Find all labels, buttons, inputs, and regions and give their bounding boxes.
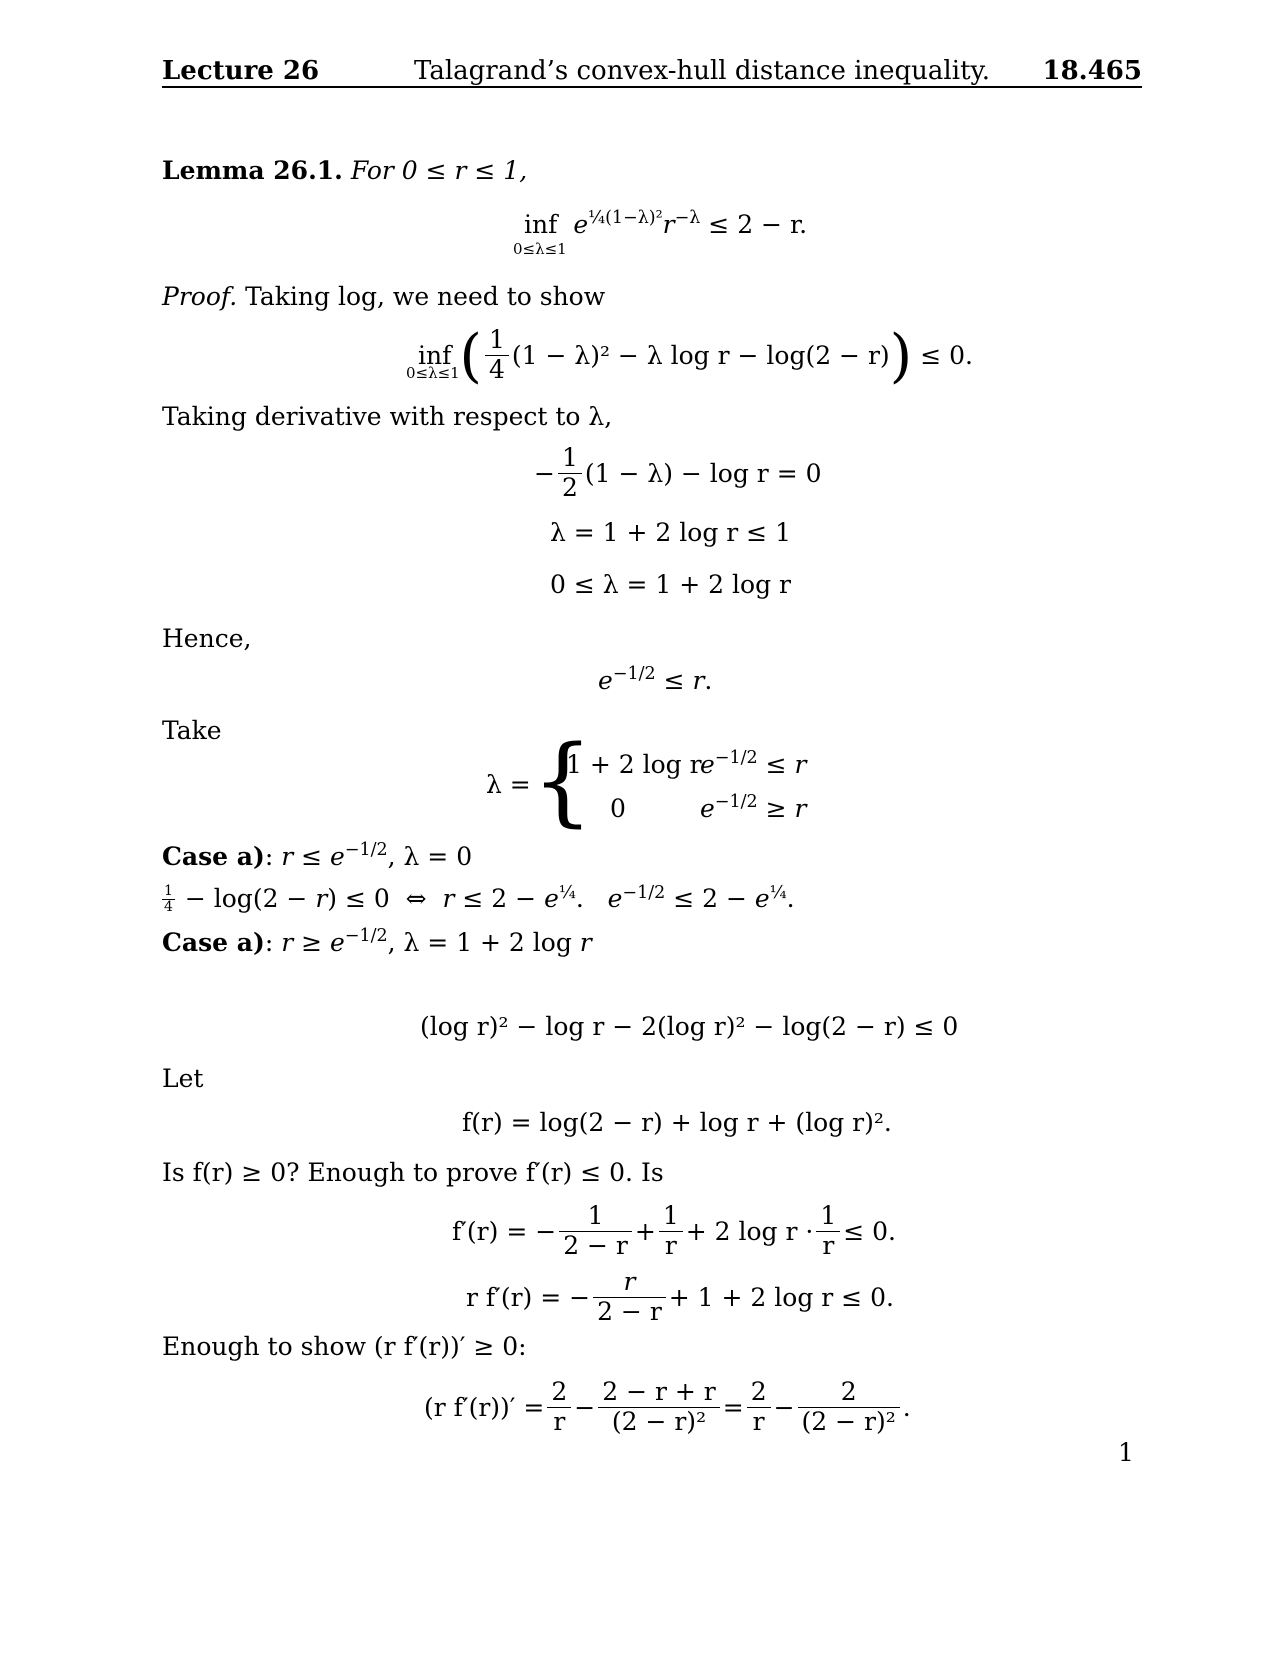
lemma-exponent: ¼(1−λ)² <box>588 208 663 229</box>
page-header <box>162 52 1142 88</box>
proof-label: Proof. <box>162 282 238 311</box>
case-b-equation: (log r)² − log r − 2(log r)² − log(2 − r) ≤ 0 <box>420 1012 959 1041</box>
lemma-text: For 0 ≤ r ≤ 1, <box>350 156 528 185</box>
case1-condition: $e^{-1/2} \le r$ <box>700 748 807 779</box>
proof-inf-subscript: 0≤λ≤1 <box>406 364 460 382</box>
quarter-fraction: $\frac{1}{4}$ <box>485 326 509 385</box>
proof-intro-text: Taking log, we need to show <box>245 282 606 311</box>
final-equation: (r f′(r))′ = $\frac{2}{r}$ − $\frac{2 - r + r}{\text{(2 − r)²}}$ = $\frac{2}{r}$ − $\frac{2}{\text{(2 − r)²}}$ . <box>424 1377 911 1436</box>
lemma-inf-subscript: 0≤λ≤1 <box>513 240 567 258</box>
lemma-r-exponent: −λ <box>674 208 701 229</box>
lemma-statement <box>162 158 527 183</box>
derivative-text: Taking derivative with respect to λ, <box>162 402 613 431</box>
lambda-eq: λ = <box>486 770 531 799</box>
lemma-equation <box>524 208 808 239</box>
case-a-second: Case a): $r \ge e^{-1/2}$, λ = 1 + 2 log r <box>162 926 592 957</box>
take-text: Take <box>162 716 222 745</box>
case-brace: { <box>532 725 594 837</box>
f-definition: f(r) = log(2 − r) + log r + (log r)². <box>462 1108 892 1137</box>
derivative-equation-1: − $\frac{1}{2}$ (1 − λ) − log r = 0 <box>534 443 822 502</box>
proof-intro <box>162 284 605 309</box>
case-a-line: $\frac{1}{4}$ − log(2 − r) ≤ 0 ⇔ $r \le 2 - e^{\frac{1}{4}}$. $e^{-1/2} \le 2 - e^{\frac{1}{4}}$. <box>164 882 795 915</box>
rfprime-equation: r f′(r) = − $\frac{r}{2 - r}$ + 1 + 2 log r ≤ 0. <box>466 1267 894 1326</box>
derivative-equation-3: 0 ≤ λ = 1 + 2 log r <box>550 570 791 599</box>
proof-inf: inf <box>418 340 452 370</box>
enough-text: Enough to show (r f′(r))′ ≥ 0: <box>162 1332 527 1361</box>
case1-value: 1 + 2 log r <box>566 750 702 779</box>
lemma-inf: inf <box>524 210 558 239</box>
lemma-r: r <box>662 210 675 239</box>
right-paren: ) <box>889 321 913 390</box>
let-text: Let <box>162 1064 204 1093</box>
course-number: 18.465 <box>1042 56 1142 86</box>
proof-eq-rhs: ≤ 0. <box>920 340 973 370</box>
hence-text: Hence, <box>162 624 252 653</box>
question-text: Is f(r) ≥ 0? Enough to prove f′(r) ≤ 0. Is <box>162 1158 664 1187</box>
case2-value: 0 <box>610 794 626 823</box>
hence-equation: $e^{-1/2} \le r$. <box>598 664 713 695</box>
lecture-title: Talagrand’s convex-hull distance inequality. <box>414 56 991 86</box>
proof-eq-body: (1 − λ)² − λ log r − log(2 − r) <box>511 340 890 370</box>
case2-condition: $e^{-1/2} \ge r$ <box>700 792 807 823</box>
page-number: 1 <box>1118 1438 1134 1467</box>
lemma-label: Lemma 26.1. <box>162 156 343 185</box>
half-fraction: $\frac{1}{2}$ <box>558 444 582 503</box>
case-a-first: Case a): $r \le e^{-1/2}$, λ = 0 <box>162 840 473 871</box>
lecture-number: Lecture 26 <box>162 56 320 86</box>
derivative-equation-2: λ = 1 + 2 log r ≤ 1 <box>550 518 791 547</box>
lemma-base: e <box>573 210 589 239</box>
left-paren: ( <box>459 321 482 390</box>
proof-equation-log <box>418 321 973 390</box>
lemma-rhs: ≤ 2 − r. <box>700 210 808 239</box>
fprime-equation: f′(r) = − $\frac{1}{2 - r}$ + $\frac{1}{r}$ + 2 log r · $\frac{1}{r}$ ≤ 0. <box>452 1201 896 1260</box>
